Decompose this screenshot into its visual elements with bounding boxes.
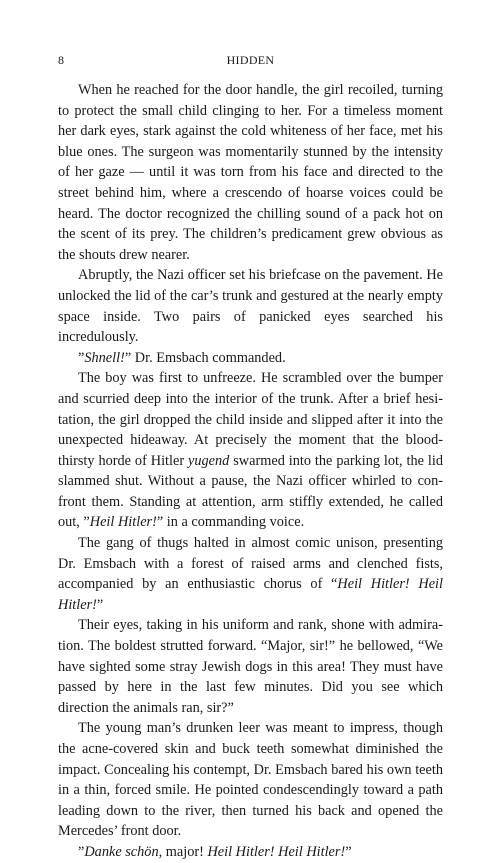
text-run: , major! [158, 843, 208, 860]
paragraph [58, 718, 443, 842]
text-run: ” [345, 843, 352, 860]
text-run: The gang of thugs halted in almost comic unison, presenting Dr. Emsbach with a forest of raised arms and clenched fists, accompanied by an enthusiastic chorus of “ [58, 535, 443, 593]
text-run: swarmed into the parking lot, the lid slammed shut. Without a pause, the Nazi officer whirled to confront them. Standing at attention, arm stiffly extended, he called out, ” [58, 452, 443, 531]
text-run: The young man’s drunken leer was meant to impress, though the acne-covered skin and buck teeth somewhat diminished the impact. Concealing his contempt, Dr. Emsbach bared his own teeth in a thin, forced smile. He pointed condescendingly toward a path leading down to the river, then turned his back and opened the Mercedes’ front door. [58, 720, 443, 840]
running-head [58, 52, 443, 68]
text-run: ” [96, 596, 104, 613]
running-title: HIDDEN [226, 53, 275, 67]
paragraph [58, 842, 443, 863]
text-run: ” in a commanding voice. [156, 514, 305, 531]
italic-text: Danke schön [84, 843, 159, 860]
paragraph [58, 80, 443, 265]
paragraph [58, 368, 443, 533]
italic-text: yugend [188, 452, 230, 469]
paragraph [58, 615, 443, 718]
book-page [58, 52, 443, 863]
body-text [58, 80, 443, 863]
text-run: ” Dr. Emsbach commanded. [124, 349, 286, 366]
text-run: ” [78, 843, 85, 860]
text-run: Their eyes, taking in his uniform and rank, shone with admiration. The boldest strutted forward. “Major, sir!” he bellowed, “We have sighted some stray Jewish dogs in this area! They must have passed by here in the last few minutes. Did you see which direction the animals ran, sir?” [58, 617, 443, 716]
italic-text: Heil Hitler! Heil Hitler! [58, 576, 443, 613]
italic-text: Heil Hitler! Heil Hitler! [207, 843, 346, 860]
paragraph [58, 533, 443, 615]
paragraph [58, 265, 443, 347]
text-run: Abruptly, the Nazi officer set his briefcase on the pavement. He unlocked the lid of the car’s trunk and gestured at the nearly empty space inside. Two pairs of panicked eyes searched his incredulously. [58, 267, 443, 346]
text-run: When he reached for the door handle, the girl recoiled, turning to protect the small child clinging to her. For a timeless moment her dark eyes, stark against the cold whiteness of her face, met his blue ones. The surgeon was momentarily stunned by the intensity of her gaze — until it was torn from his face and directed to the street behind him, where a crescendo of hoarse voices could be heard. The doctor recognized the chilling sound of a pack hot on the scent of its prey. The children’s predicament grew obvious as the shouts drew nearer. [58, 82, 443, 263]
italic-text: Heil Hitler! [89, 514, 157, 531]
text-run: The boy was first to unfreeze. He scrambled over the bumper and scurried deep into the interior of the trunk. After a brief hesitation, the girl dropped the child inside and slipped after it into the unexpected hideaway. At precisely the moment that the bloodthirsty horde of Hitler [58, 370, 443, 469]
italic-text: Shnell! [84, 349, 125, 366]
text-run: ” [78, 349, 85, 366]
paragraph [58, 348, 443, 369]
page-number: 8 [58, 53, 64, 67]
